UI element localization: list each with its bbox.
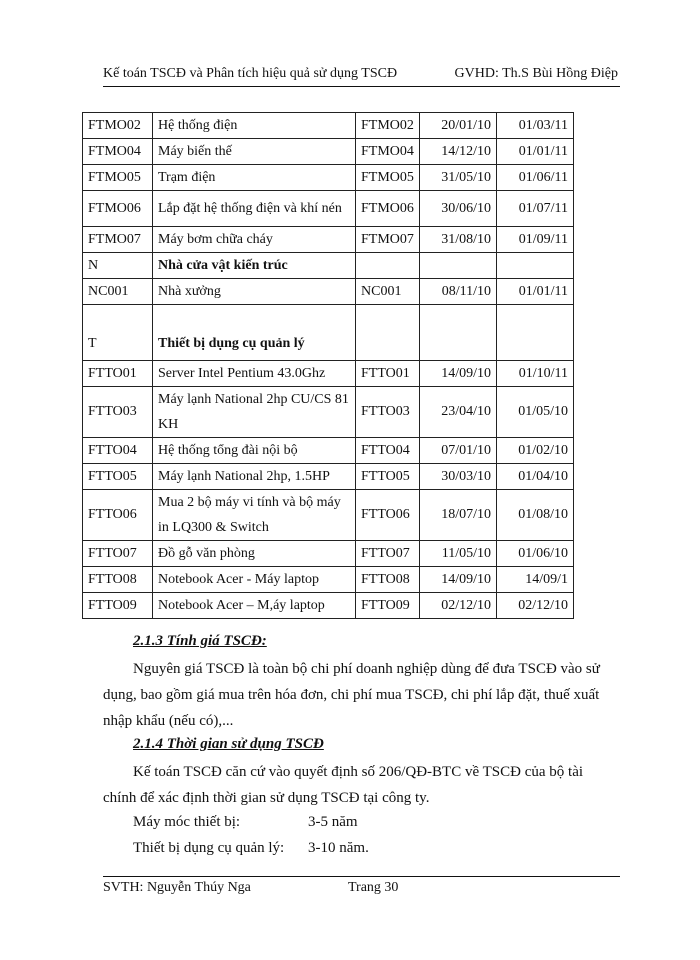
asset-name-cell: Thiết bị dụng cụ quản lý [153, 305, 356, 361]
asset-name-cell: Mua 2 bộ máy vi tính và bộ máy in LQ300 & Switch [153, 490, 356, 541]
footer-student: SVTH: Nguyễn Thúy Nga [103, 880, 251, 895]
asset-ref-cell: FTTO09 [356, 593, 420, 619]
header-title: Kế toán TSCĐ và Phân tích hiệu quả sử dụng TSCĐ [103, 66, 398, 81]
start-date-cell: 07/01/10 [420, 438, 497, 464]
table-row [83, 191, 574, 227]
end-date-cell [497, 253, 574, 279]
asset-code-cell: FTTO06 [83, 490, 153, 541]
asset-code-cell: FTTO07 [83, 541, 153, 567]
asset-name-cell: Máy lạnh National 2hp CU/CS 81 KH [153, 387, 356, 438]
end-date-cell: 01/03/11 [497, 113, 574, 139]
start-date-cell: 30/03/10 [420, 464, 497, 490]
asset-name-cell: Trạm điện [153, 165, 356, 191]
table-row [83, 361, 574, 387]
end-date-cell: 01/09/11 [497, 227, 574, 253]
asset-table [82, 112, 574, 619]
end-date-cell [497, 305, 574, 361]
start-date-cell: 11/05/10 [420, 541, 497, 567]
asset-ref-cell [356, 253, 420, 279]
asset-ref-cell: FTMO06 [356, 191, 420, 227]
start-date-cell [420, 253, 497, 279]
page-header [103, 64, 620, 87]
table-row [83, 490, 574, 541]
table-row [83, 279, 574, 305]
table-row [83, 387, 574, 438]
start-date-cell: 31/08/10 [420, 227, 497, 253]
start-date-cell: 23/04/10 [420, 387, 497, 438]
duration-value-machinery: 3-5 năm [308, 814, 358, 830]
end-date-cell: 01/10/11 [497, 361, 574, 387]
end-date-cell: 01/06/10 [497, 541, 574, 567]
table-row [83, 464, 574, 490]
start-date-cell: 02/12/10 [420, 593, 497, 619]
start-date-cell [420, 305, 497, 361]
end-date-cell: 01/07/11 [497, 191, 574, 227]
section-213-heading: 2.1.3 Tính giá TSCĐ: [133, 633, 267, 649]
section-214-heading: 2.1.4 Thời gian sử dụng TSCĐ [133, 736, 324, 752]
table-row [83, 253, 574, 279]
asset-name-cell: Đồ gỗ văn phòng [153, 541, 356, 567]
asset-code-cell: FTTO08 [83, 567, 153, 593]
duration-label-tools: Thiết bị dụng cụ quản lý: [133, 840, 285, 856]
asset-name-cell: Máy lạnh National 2hp, 1.5HP [153, 464, 356, 490]
table-row [83, 593, 574, 619]
asset-code-cell: FTTO01 [83, 361, 153, 387]
end-date-cell: 01/06/11 [497, 165, 574, 191]
asset-ref-cell: NC001 [356, 279, 420, 305]
asset-code-cell: T [83, 305, 153, 361]
footer-page-number: Trang 30 [348, 880, 399, 895]
start-date-cell: 30/06/10 [420, 191, 497, 227]
asset-name-cell: Server Intel Pentium 43.0Ghz [153, 361, 356, 387]
header-advisor: GVHD: Th.S Bùi Hồng Điệp [454, 66, 618, 81]
asset-ref-cell: FTMO04 [356, 139, 420, 165]
asset-ref-cell [356, 305, 420, 361]
asset-name-cell: Lắp đặt hệ thống điện và khí nén [153, 191, 356, 227]
table-row [83, 438, 574, 464]
asset-ref-cell: FTTO07 [356, 541, 420, 567]
end-date-cell: 01/01/11 [497, 139, 574, 165]
asset-code-cell: FTTO05 [83, 464, 153, 490]
end-date-cell: 01/08/10 [497, 490, 574, 541]
asset-ref-cell: FTTO03 [356, 387, 420, 438]
asset-code-cell: FTMO05 [83, 165, 153, 191]
asset-name-cell: Máy bơm chữa cháy [153, 227, 356, 253]
table-row [83, 139, 574, 165]
asset-ref-cell: FTTO05 [356, 464, 420, 490]
footer-divider [103, 876, 620, 877]
asset-code-cell: FTTO03 [83, 387, 153, 438]
asset-ref-cell: FTTO08 [356, 567, 420, 593]
asset-code-cell: FTMO02 [83, 113, 153, 139]
asset-ref-cell: FTTO01 [356, 361, 420, 387]
asset-code-cell: FTTO04 [83, 438, 153, 464]
end-date-cell: 01/02/10 [497, 438, 574, 464]
table-row [83, 165, 574, 191]
asset-name-cell: Hệ thống điện [153, 113, 356, 139]
asset-code-cell: NC001 [83, 279, 153, 305]
table-row [83, 305, 574, 361]
start-date-cell: 14/09/10 [420, 567, 497, 593]
asset-code-cell: N [83, 253, 153, 279]
asset-ref-cell: FTTO06 [356, 490, 420, 541]
asset-code-cell: FTMO07 [83, 227, 153, 253]
asset-name-cell: Nhà xưởng [153, 279, 356, 305]
asset-name-cell: Notebook Acer - Máy laptop [153, 567, 356, 593]
asset-code-cell: FTMO06 [83, 191, 153, 227]
start-date-cell: 31/05/10 [420, 165, 497, 191]
end-date-cell: 01/05/10 [497, 387, 574, 438]
duration-label-machinery: Máy móc thiết bị: [133, 814, 241, 830]
asset-name-cell: Nhà cửa vật kiến trúc [153, 253, 356, 279]
asset-code-cell: FTMO04 [83, 139, 153, 165]
section-213-text: Nguyên giá TSCĐ là toàn bộ chi phí doanh nghiệp dùng để đưa TSCĐ vào sử dụng, bao gồm giá mua trên hóa đơn, chi phí mua TSCĐ, chi phí lắp đặt, thuế xuất nhập khẩu (nếu có),... [103, 661, 600, 729]
start-date-cell: 08/11/10 [420, 279, 497, 305]
end-date-cell: 02/12/10 [497, 593, 574, 619]
end-date-cell: 01/04/10 [497, 464, 574, 490]
table-row [83, 541, 574, 567]
asset-ref-cell: FTTO04 [356, 438, 420, 464]
asset-ref-cell: FTMO02 [356, 113, 420, 139]
end-date-cell: 14/09/1 [497, 567, 574, 593]
section-214-text: Kế toán TSCĐ căn cứ vào quyết định số 206/QĐ-BTC về TSCĐ của bộ tài chính để xác định thời gian sử dụng TSCĐ tại công ty. [103, 764, 584, 806]
asset-name-cell: Máy biến thế [153, 139, 356, 165]
start-date-cell: 14/12/10 [420, 139, 497, 165]
end-date-cell: 01/01/11 [497, 279, 574, 305]
start-date-cell: 18/07/10 [420, 490, 497, 541]
asset-ref-cell: FTMO07 [356, 227, 420, 253]
asset-name-cell: Notebook Acer – M,áy laptop [153, 593, 356, 619]
asset-code-cell: FTTO09 [83, 593, 153, 619]
table-row [83, 113, 574, 139]
start-date-cell: 20/01/10 [420, 113, 497, 139]
asset-name-cell: Hệ thống tổng đài nội bộ [153, 438, 356, 464]
table-row [83, 567, 574, 593]
start-date-cell: 14/09/10 [420, 361, 497, 387]
table-row [83, 227, 574, 253]
duration-value-tools: 3-10 năm. [308, 840, 369, 856]
asset-ref-cell: FTMO05 [356, 165, 420, 191]
